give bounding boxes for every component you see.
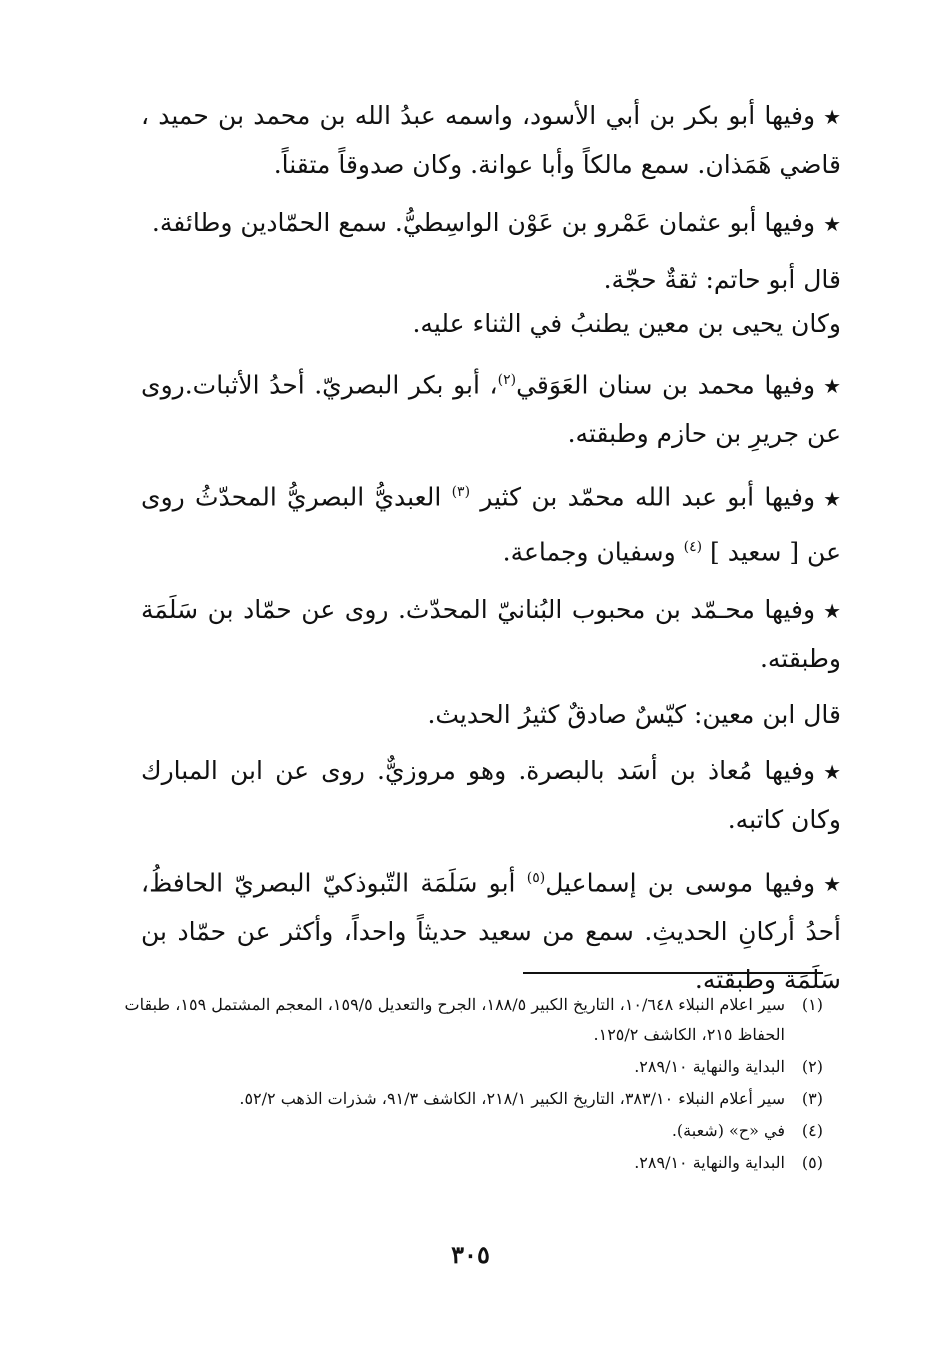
- footnote-divider: [523, 972, 823, 974]
- footnote-ref: (٣): [451, 484, 471, 501]
- star-icon: ★: [823, 486, 841, 511]
- footnote-ref: (٤): [683, 538, 703, 555]
- entry-abu-bakr: ★وفيها أبو بكر بن أبي الأسود، واسمه عبدُ الله بن محمد بن حميد ، قاضي هَمَذان. سمع مالكاً وأبا عوانة. وكان صدوقاً متقناً.: [141, 92, 841, 189]
- star-icon: ★: [823, 105, 841, 129]
- main-text: [141, 92, 841, 1014]
- entry-musa-ibn-ismail: ★وفيها موسى بن إسماعيل$^{(٥)}$ أبو سَلَمَة التّبوذكيّ البصريّ الحافظُ، أحدُ أركانِ الحديثِ. سمع من سعيد حديثاً واحداً، وأكثر عن حمّاد بن سَلَمَة وطبقته.: [141, 854, 841, 1004]
- footnote: (٥) البداية والنهاية ٢٨٩/١٠.: [634, 1153, 823, 1172]
- entry-muhammad-ibn-sinan: ★وفيها محمد بن سنان العَوَقي$^{(٢)}$، أبو بكر البصريّ. أحدُ الأثبات.روى عن جريرِ بن حازم وطبقته.: [141, 356, 841, 458]
- footnote: (٤) في «ح» (شعبة).: [671, 1121, 823, 1140]
- footnote: (١) سير اعلام النبلاء ١٠/٦٤٨، التاريخ الكبير ١٨٨/٥، الجرح والتعديل ١٥٩/٥، المعجم المشتمل ١٥٩، طبقات الحفاظ ٢١٥، الكاشف ١٢٥/٢.: [124, 995, 823, 1044]
- star-icon: ★: [823, 872, 841, 897]
- entry-muhammad-ibn-mahbub: ★وفيها محـمّد بن محبوب البُنانيّ المحدّث. روى عن حمّاد بن سَلَمَة وطبقته.: [141, 586, 841, 683]
- star-icon: ★: [823, 759, 841, 784]
- quote-abu-hatim: قال أبو حاتم: ثقةٌ حجّة.: [603, 265, 841, 294]
- star-icon: ★: [823, 374, 841, 399]
- quote-yahya: وكان يحيى بن معين يطنبُ في الثناء عليه.: [412, 309, 841, 338]
- page-number: ٣٠٥: [451, 1240, 490, 1269]
- entry-muhammad-ibn-kathir: ★وفيها أبو عبد الله محمّد بن كثير $^{(٣)}$ العبديُّ البصريُّ المحدّثُ روى عن [ سعيد ] $^{(٤)}$ وسفيان وجماعة.: [141, 468, 841, 576]
- footnote: (٢) البداية والنهاية ٢٨٩/١٠.: [634, 1057, 823, 1076]
- entry-amr-ibn-awn: ★وفيها أبو عثمان عَمْرو بن عَوْن الواسِطيُّ. سمع الحمّادين وطائفة.: [141, 199, 841, 248]
- footnotes: [123, 990, 823, 1180]
- star-icon: ★: [823, 212, 841, 236]
- entry-muadh-ibn-asad: ★وفيها مُعاذ بن أسَد بالبصرة. وهو مروزيٌّ. روى عن ابن المبارك وكان كاتبه.: [141, 747, 841, 844]
- footnote-ref: (٥): [526, 869, 546, 886]
- quote-ibn-main: قال ابن معين: كيّسٌ صادقٌ كثيرُ الحديث.: [427, 699, 841, 729]
- footnote-ref: (٢): [497, 372, 517, 388]
- footnote: (٣) سير أعلام النبلاء ٣٨٣/١٠، التاريخ الكبير ٢١٨/١، الكاشف ٩١/٣، شذرات الذهب ٥٢/٢.: [239, 1089, 823, 1108]
- star-icon: ★: [823, 598, 841, 623]
